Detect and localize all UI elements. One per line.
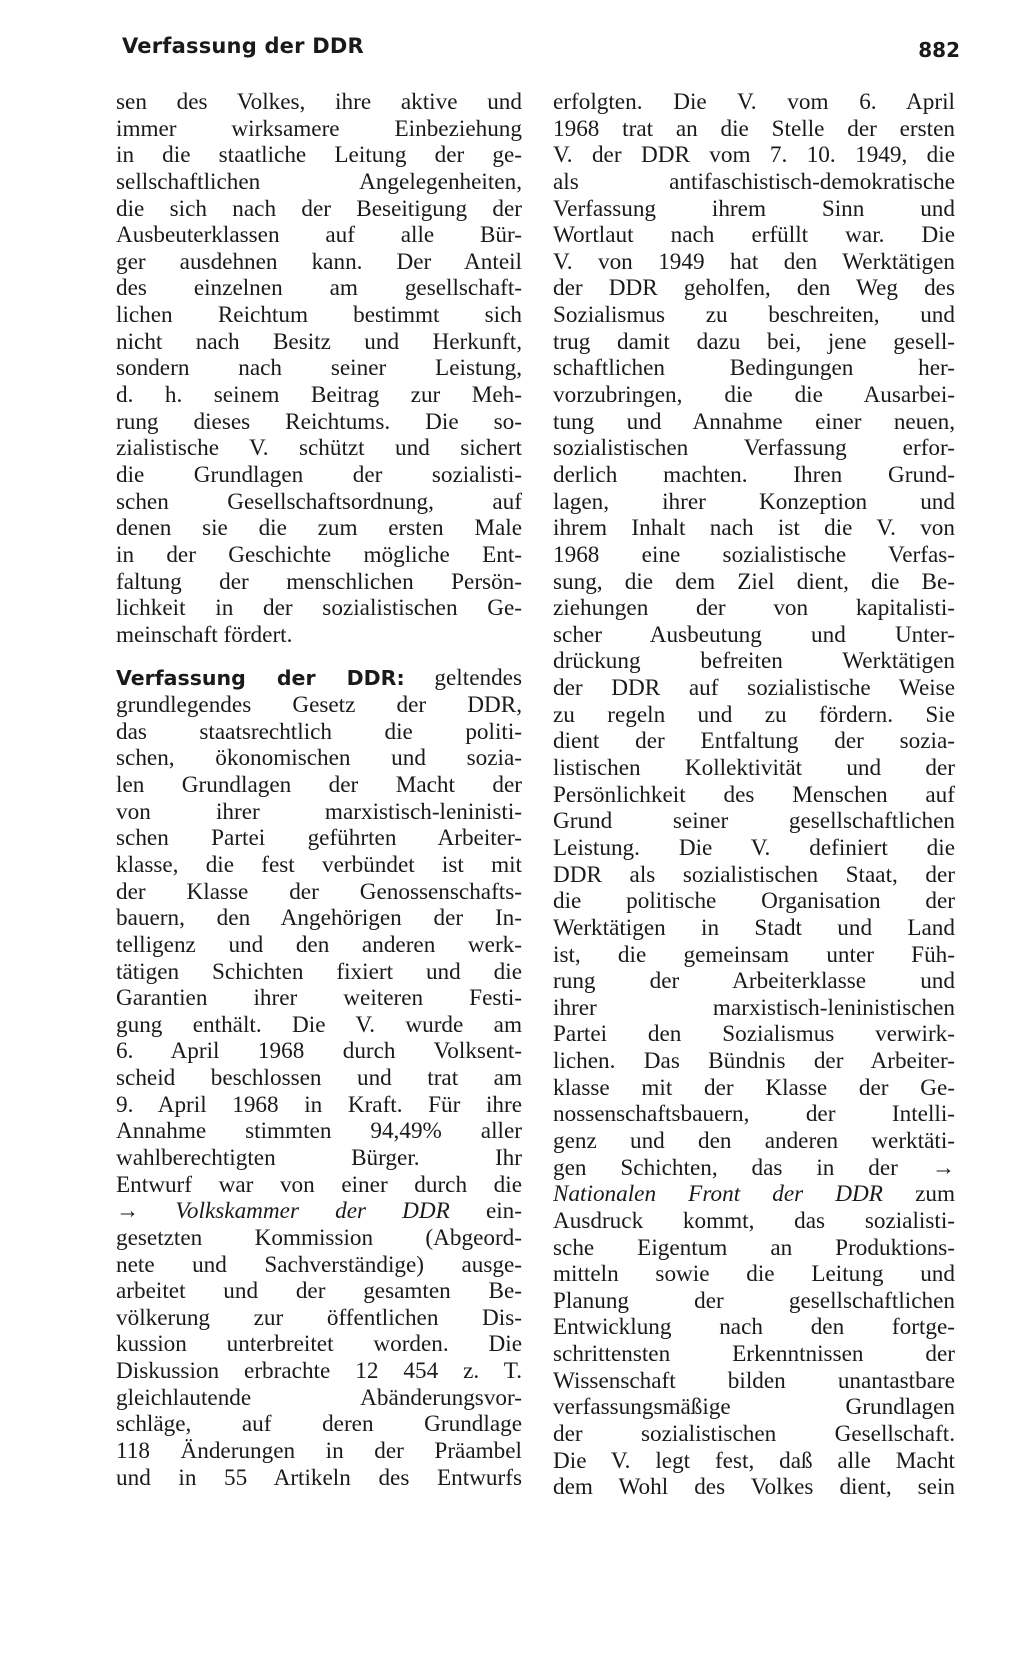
entry-heading-rest: geltendes [404, 665, 522, 692]
text-line: trug damit dazu bei, jene gesell- [553, 328, 955, 355]
text-line: sondern nach seiner Leistung, [116, 355, 522, 382]
text-line: schen Gesellschaftsordnung, auf [116, 488, 522, 515]
text-line: telligenz und den anderen werk- [116, 931, 522, 958]
text-line: in die staatliche Leitung der ge- [116, 142, 522, 169]
text-line: lichkeit in der sozialistischen Ge- [116, 595, 522, 622]
text-line: Ausdruck kommt, das sozialisti- [553, 1207, 955, 1234]
text-line: Diskussion erbrachte 12 454 z. T. [116, 1358, 522, 1385]
cross-reference-arrow: → [116, 1198, 140, 1225]
text-line: schaftlichen Bedingungen her- [553, 355, 955, 382]
text-line: in der Geschichte mögliche Ent- [116, 541, 522, 568]
text-line: gesetzten Kommission (Abgeord- [116, 1224, 522, 1251]
text-line: Persönlichkeit des Menschen auf [553, 781, 955, 808]
cross-reference-line [553, 1181, 955, 1208]
text-line: gung enthält. Die V. wurde am [116, 1011, 522, 1038]
entry-lemma: Verfassung der DDR: [116, 666, 405, 691]
text-line: Wissenschaft bilden unantastbare [553, 1367, 955, 1394]
text-line: 1968 eine sozialistische Verfas- [553, 541, 955, 568]
text-line: ist, die gemeinsam unter Füh- [553, 941, 955, 968]
text-line: und in 55 Artikeln des Entwurfs [116, 1464, 522, 1491]
text-line: klasse mit der Klasse der Ge- [553, 1074, 955, 1101]
text-line: Grund seiner gesellschaftlichen [553, 808, 955, 835]
text-line: Entwurf war von einer durch die [116, 1171, 522, 1198]
text-line: Entwicklung nach den fortge- [553, 1314, 955, 1341]
text-line: schen Partei geführten Arbeiter- [116, 825, 522, 852]
text-line: ihrem Inhalt nach ist die V. von [553, 515, 955, 542]
running-title: Verfassung der DDR [122, 34, 364, 58]
entry-body-right [553, 89, 955, 1181]
cross-reference-after: ein- [449, 1198, 522, 1225]
text-line: rung der Arbeiterklasse und [553, 968, 955, 995]
text-line: zu regeln und zu fördern. Sie [553, 701, 955, 728]
text-line: erfolgten. Die V. vom 6. April [553, 89, 955, 115]
text-line: lichen. Das Bündnis der Arbeiter- [553, 1048, 955, 1075]
text-line: Werktätigen in Stadt und Land [553, 914, 955, 941]
text-line: wahlberechtigten Bürger. Ihr [116, 1144, 522, 1171]
text-line: Die V. legt fest, daß alle Macht [553, 1447, 955, 1474]
text-line: sche Eigentum an Produktions- [553, 1234, 955, 1261]
text-line: arbeitet und der gesamten Be- [116, 1278, 522, 1305]
text-line: 118 Änderungen in der Präambel [116, 1438, 522, 1465]
text-line: lichen Reichtum bestimmt sich [116, 302, 522, 329]
text-line: scher Ausbeutung und Unter- [553, 621, 955, 648]
text-line: der DDR geholfen, den Weg des [553, 275, 955, 302]
text-line: schrittensten Erkenntnissen der [553, 1341, 955, 1368]
text-line: faltung der menschlichen Persön- [116, 568, 522, 595]
text-line: des einzelnen am gesellschaft- [116, 275, 522, 302]
text-line: Partei den Sozialismus verwirk- [553, 1021, 955, 1048]
text-line: die politische Organisation der [553, 888, 955, 915]
text-line: Ausbeuterklassen auf alle Bür- [116, 222, 522, 249]
text-line: Sozialismus zu beschreiten, und [553, 302, 955, 329]
page-number: 882 [918, 38, 960, 62]
text-line: sellschaftlichen Angelegenheiten, [116, 168, 522, 195]
text-line: gleichlautende Abänderungsvor- [116, 1384, 522, 1411]
text-line: die sich nach der Beseitigung der [116, 195, 522, 222]
text-line: Leistung. Die V. definiert die [553, 834, 955, 861]
text-line: von ihrer marxistisch-leninisti- [116, 798, 522, 825]
entry-body [116, 692, 522, 1198]
text-line: tung und Annahme einer neuen, [553, 408, 955, 435]
text-line: rung dieses Reichtums. Die so- [116, 408, 522, 435]
text-line: 6. April 1968 durch Volksent- [116, 1038, 522, 1065]
text-line: V. von 1949 hat den Werktätigen [553, 248, 955, 275]
text-line: gen Schichten, das in der → [553, 1154, 955, 1181]
text-line: dient der Entfaltung der sozia- [553, 728, 955, 755]
text-line: sozialistischen Verfassung erfor- [553, 435, 955, 462]
text-line: bauern, den Angehörigen der In- [116, 905, 522, 932]
text-line: dem Wohl des Volkes dient, sein [553, 1474, 955, 1501]
right-column [553, 89, 955, 1501]
text-line: listischen Kollektivität und der [553, 755, 955, 782]
text-line: Verfassung ihrem Sinn und [553, 195, 955, 222]
text-line: die Grundlagen der sozialisti- [116, 461, 522, 488]
text-line: schläge, auf deren Grundlage [116, 1411, 522, 1438]
text-line: DDR als sozialistischen Staat, der [553, 861, 955, 888]
text-line: immer wirksamere Einbeziehung [116, 115, 522, 142]
entry-body-right-continued [553, 1208, 955, 1501]
text-line: vorzubringen, die die Ausarbei- [553, 382, 955, 409]
text-line: Wortlaut nach erfüllt war. Die [553, 222, 955, 249]
cross-reference-after: zum [882, 1181, 955, 1208]
text-line: nicht nach Besitz und Herkunft, [116, 328, 522, 355]
text-line: schen, ökonomischen und sozia- [116, 745, 522, 772]
text-line: tätigen Schichten fixiert und die [116, 958, 522, 985]
text-line: Planung der gesellschaftlichen [553, 1287, 955, 1314]
text-line: ziehungen der von kapitalisti- [553, 595, 955, 622]
text-line: len Grundlagen der Macht der [116, 772, 522, 799]
page-header [122, 34, 960, 70]
text-line: der Klasse der Genossenschafts- [116, 878, 522, 905]
paragraph-gap [116, 648, 522, 665]
text-line: ihrer marxistisch-leninistischen [553, 994, 955, 1021]
text-line: d. h. seinem Beitrag zur Meh- [116, 382, 522, 409]
text-line: der sozialistischen Gesellschaft. [553, 1421, 955, 1448]
cross-reference-arrow: → [931, 1154, 955, 1181]
text-line: denen sie die zum ersten Male [116, 515, 522, 542]
left-column [116, 89, 522, 1491]
text-line: drückung befreiten Werktätigen [553, 648, 955, 675]
text-line: das staatsrechtlich die politi- [116, 718, 522, 745]
text-line: 1968 trat an die Stelle der ersten [553, 115, 955, 142]
text-line: nete und Sachverständige) ausge- [116, 1251, 522, 1278]
text-line: grundlegendes Gesetz der DDR, [116, 692, 522, 719]
text-line: genz und den anderen werktäti- [553, 1127, 955, 1154]
text-line: als antifaschistisch-demokratische [553, 168, 955, 195]
text-line: Annahme stimmten 94,49% aller [116, 1118, 522, 1145]
text-line: mitteln sowie die Leitung und [553, 1261, 955, 1288]
text-line: meinschaft fördert. [116, 621, 293, 648]
text-line: derlich machten. Ihren Grund- [553, 461, 955, 488]
cross-reference-volkskammer[interactable]: Volkskammer der DDR [175, 1198, 450, 1225]
text-line: lagen, ihrer Konzeption und [553, 488, 955, 515]
text-line: ger ausdehnen kann. Der Anteil [116, 248, 522, 275]
entry-body-continued [116, 1225, 522, 1491]
text-line: Garantien ihrer weiteren Festi- [116, 985, 522, 1012]
text-line: zialistische V. schützt und sichert [116, 435, 522, 462]
text-line: völkerung zur öffentlichen Dis- [116, 1304, 522, 1331]
text-line: V. der DDR vom 7. 10. 1949, die [553, 142, 955, 169]
text-line: nossenschaftsbauern, der Intelli- [553, 1101, 955, 1128]
paragraph-continuation [116, 89, 522, 648]
text-line: scheid beschlossen und trat am [116, 1065, 522, 1092]
text-line: klasse, die fest verbündet ist mit [116, 851, 522, 878]
cross-reference-nationale-front[interactable]: Nationalen Front der DDR [553, 1181, 883, 1208]
cross-reference-line [116, 1198, 522, 1225]
text-line: 9. April 1968 in Kraft. Für ihre [116, 1091, 522, 1118]
text-line: der DDR auf sozialistische Weise [553, 675, 955, 702]
text-line: sung, die dem Ziel dient, die Be- [553, 568, 955, 595]
entry-heading-line [116, 665, 522, 692]
text-line: kussion unterbreitet worden. Die [116, 1331, 522, 1358]
text-line: verfassungsmäßige Grundlagen [553, 1394, 955, 1421]
text-line: sen des Volkes, ihre aktive und [116, 89, 522, 115]
